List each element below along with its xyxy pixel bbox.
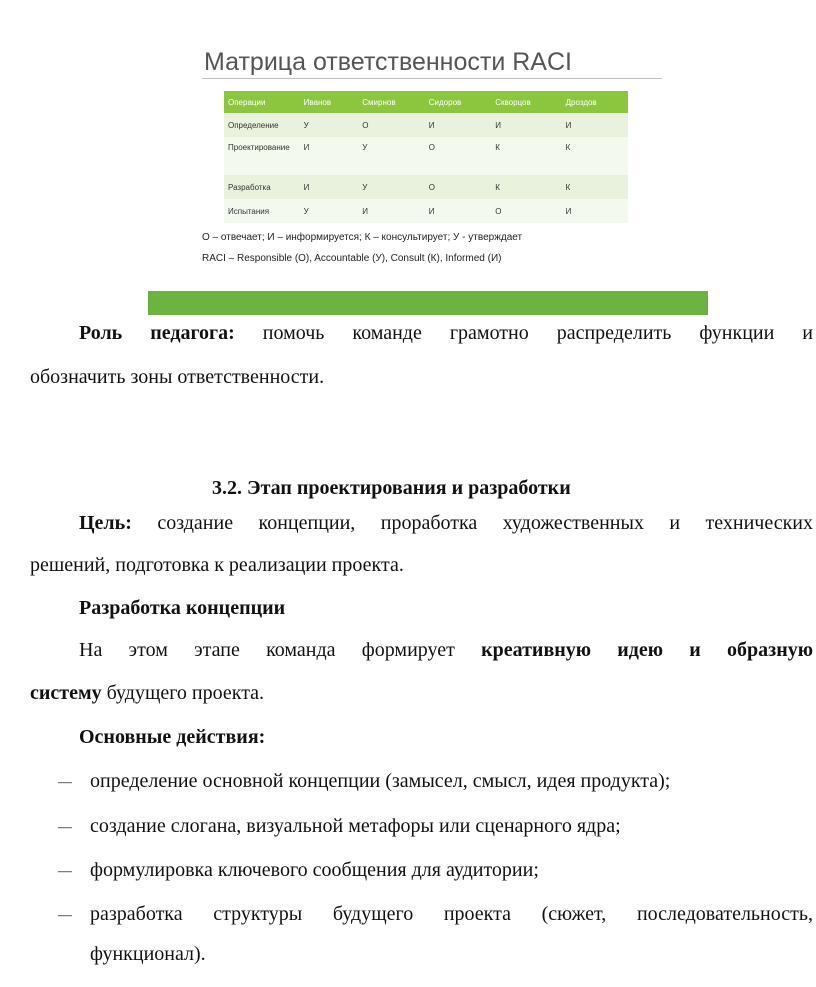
actions-heading [79, 727, 265, 747]
table-cell: И [300, 137, 359, 175]
table-cell: И [491, 113, 561, 137]
actions-heading-text: Основные действия: [79, 726, 266, 748]
raci-slide [148, 40, 708, 315]
slide-title: Матрица ответственности RACI [204, 48, 572, 76]
goal-line-1 [79, 513, 813, 533]
table-cell: К [562, 175, 628, 199]
table-cell: Разработка [224, 175, 300, 199]
table-header-cell: Иванов [300, 91, 359, 113]
concept-text-bold-2: систему [30, 682, 102, 704]
goal-label: Цель: [79, 512, 132, 534]
concept-line-1 [79, 640, 813, 660]
list-item: создание слогана, визуальной метафоры или сценарного ядра; [90, 815, 621, 837]
list-dash: — [58, 908, 72, 923]
goal-text: создание концепции, проработка художественных и технических [157, 512, 814, 534]
slide-title-rule [202, 78, 662, 79]
table-cell: Определение [224, 113, 300, 137]
table-cell: У [358, 175, 425, 199]
table-cell: О [425, 175, 491, 199]
table-cell: О [425, 137, 491, 175]
table-cell: И [425, 199, 491, 223]
role-line-2: обозначить зоны ответственности. [30, 366, 325, 388]
role-line-1 [79, 323, 813, 343]
slide-footer-bar [148, 291, 708, 315]
concept-heading-text: Разработка концепции [79, 597, 286, 619]
list-dash: — [58, 864, 72, 879]
table-header-cell: Операции [224, 91, 300, 113]
table-row [224, 175, 628, 199]
table-cell: О [358, 113, 425, 137]
concept-line-2 [30, 683, 264, 703]
concept-text-bold: креативную идею и образную [481, 639, 813, 661]
table-cell: Испытания [224, 199, 300, 223]
role-label: Роль педагога: [79, 322, 235, 344]
table-cell: И [358, 199, 425, 223]
concept-text-plain: На этом этапе команда формирует [79, 639, 455, 661]
list-item: разработка структуры будущего проекта (сюжет, последовательность, [90, 903, 813, 925]
table-header-cell: Скворцов [491, 91, 561, 113]
slide-legend-line: О – отвечает; И – информируется; К – консультирует; У - утверждает [202, 232, 523, 243]
list-dash: — [58, 775, 72, 790]
table-cell: У [300, 113, 359, 137]
concept-heading [79, 598, 285, 618]
section-heading [212, 478, 571, 498]
list-item: определение основной концепции (замысел, смысл, идея продукта); [90, 770, 671, 792]
table-cell: К [562, 137, 628, 175]
raci-table [224, 91, 628, 223]
table-cell: К [491, 137, 561, 175]
table-cell: И [562, 199, 628, 223]
role-text: помочь команде грамотно распределить функции и [262, 322, 814, 344]
list-item-continuation: функционал). [90, 943, 206, 965]
table-cell: И [425, 113, 491, 137]
table-cell: Проектирование [224, 137, 300, 175]
table-header-cell: Сидоров [425, 91, 491, 113]
list-dash: — [58, 820, 72, 835]
table-cell: О [491, 199, 561, 223]
table-header-row [224, 91, 628, 113]
table-row [224, 199, 628, 223]
table-header-cell: Смирнов [358, 91, 425, 113]
goal-line-2: решений, подготовка к реализации проекта. [30, 554, 404, 576]
table-cell: К [491, 175, 561, 199]
slide-legend-line: RACI – Responsible (О), Accountable (У), Consult (К), Informed (И) [202, 253, 502, 264]
table-row [224, 137, 628, 175]
table-row [224, 113, 628, 137]
table-cell: У [358, 137, 425, 175]
table-header-cell: Дроздов [562, 91, 628, 113]
table-cell: И [562, 113, 628, 137]
table-cell: И [300, 175, 359, 199]
concept-text-plain-2: будущего проекта. [106, 682, 265, 704]
section-heading-text: 3.2. Этап проектирования и разработки [212, 477, 571, 499]
list-item: формулировка ключевого сообщения для аудитории; [90, 859, 539, 881]
table-cell: У [300, 199, 359, 223]
